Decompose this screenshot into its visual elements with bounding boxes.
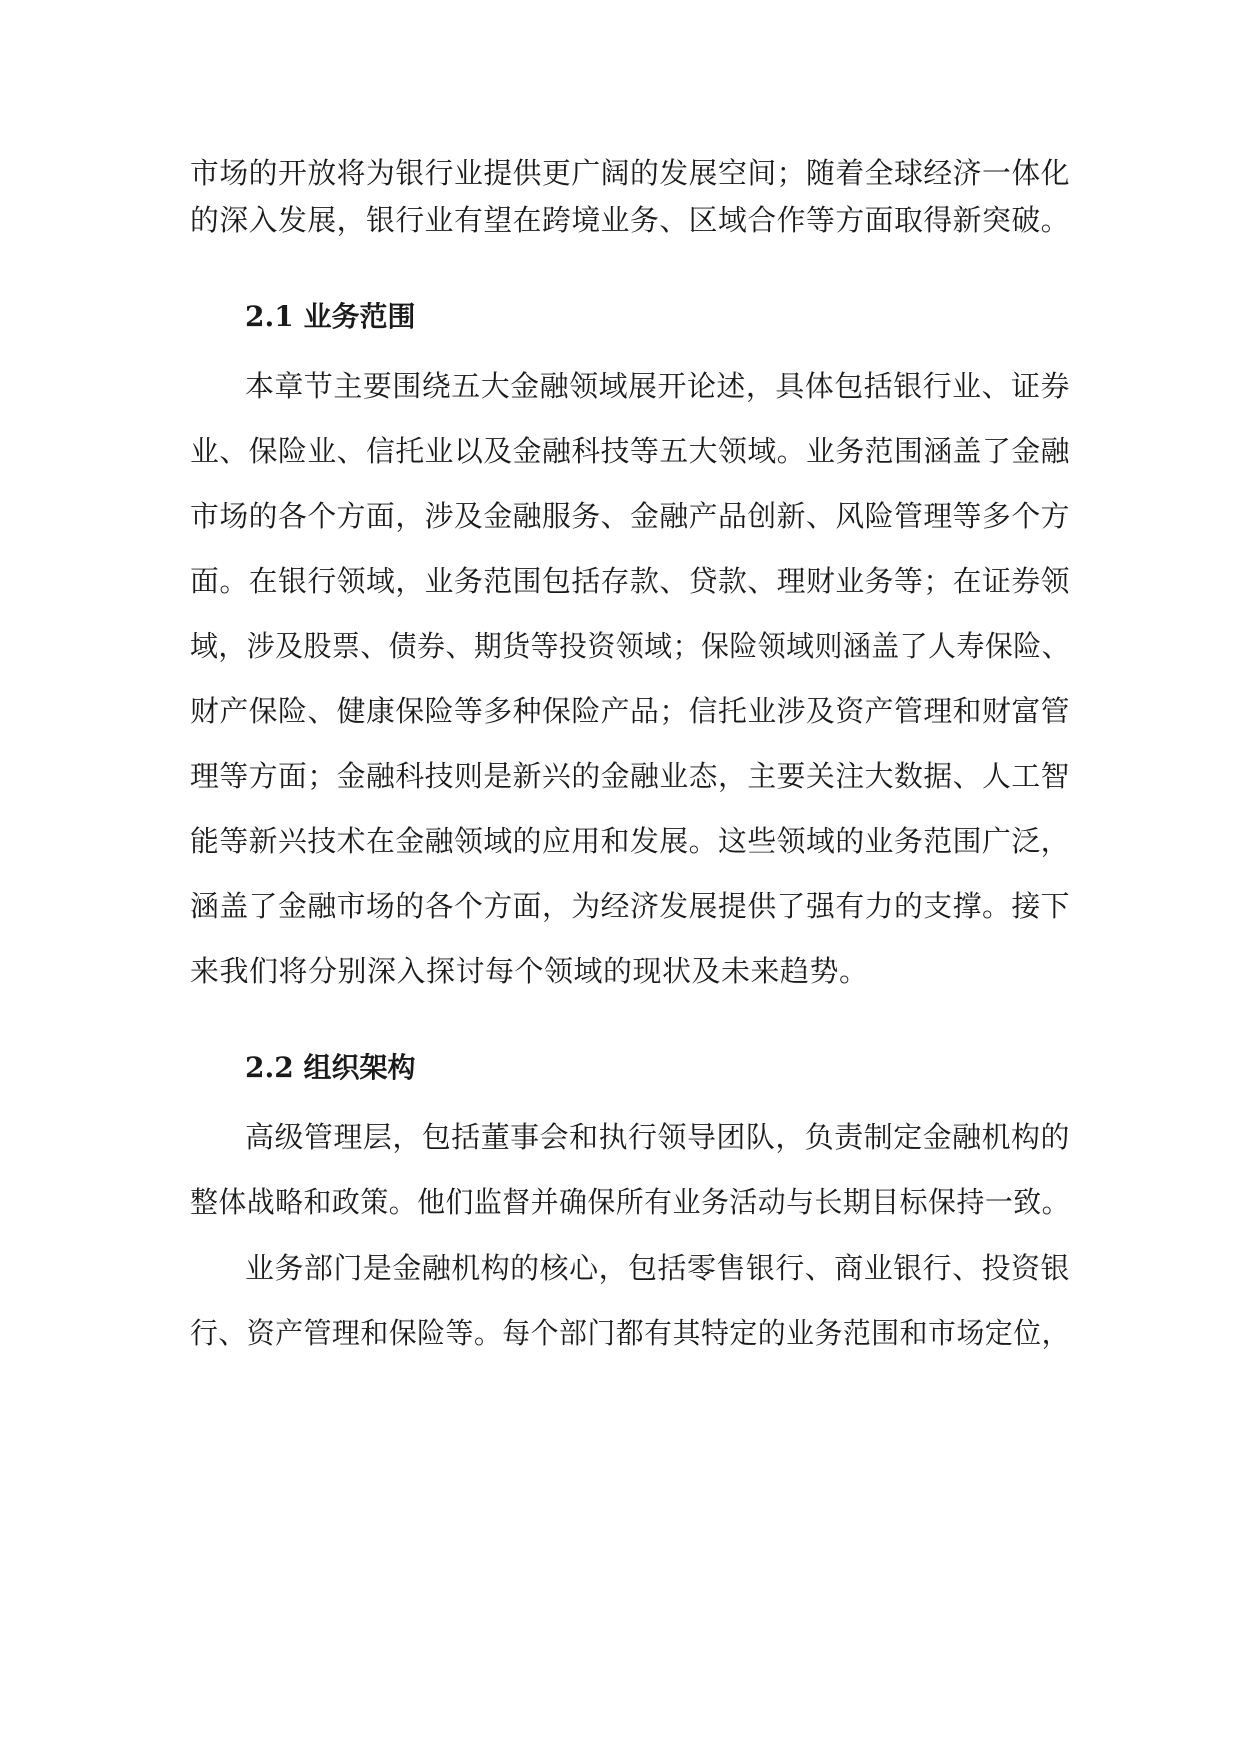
section-2-1-line-8: 能等新兴技术在金融领域的应用和发展。这些领域的业务范围广泛， [190, 824, 1070, 858]
section-2-1-line-2: 业、保险业、信托业以及金融科技等五大领域。业务范围涵盖了金融 [190, 434, 1070, 468]
section-heading-2-2: 2.2 组织架构 [245, 1051, 416, 1084]
intro-line-2: 的深入发展，银行业有望在跨境业务、区域合作等方面取得新突破。 [190, 203, 1070, 237]
section-2-2-para1-line-2: 整体战略和政策。他们监督并确保所有业务活动与长期目标保持一致。 [190, 1185, 1070, 1219]
section-heading-2-1: 2.1 业务范围 [245, 300, 416, 333]
section-2-1-line-1: 本章节主要围绕五大金融领域展开论述，具体包括银行业、证券 [245, 369, 1070, 403]
section-2-1-line-10: 来我们将分别深入探讨每个领域的现状及未来趋势。 [190, 954, 869, 988]
section-2-2-para2-line-2: 行、资产管理和保险等。每个部门都有其特定的业务范围和市场定位， [190, 1316, 1070, 1350]
section-2-1-line-9: 涵盖了金融市场的各个方面，为经济发展提供了强有力的支撑。接下 [190, 889, 1070, 923]
section-2-2-para1-line-1: 高级管理层，包括董事会和执行领导团队，负责制定金融机构的 [245, 1120, 1070, 1154]
section-2-1-line-6: 财产保险、健康保险等多种保险产品；信托业涉及资产管理和财富管 [190, 694, 1070, 728]
section-2-2-para2-line-1: 业务部门是金融机构的核心，包括零售银行、商业银行、投资银 [245, 1251, 1070, 1285]
section-2-1-line-7: 理等方面；金融科技则是新兴的金融业态，主要关注大数据、人工智 [190, 759, 1070, 793]
section-2-1-line-5: 域，涉及股票、债券、期货等投资领域；保险领域则涵盖了人寿保险、 [190, 629, 1070, 663]
section-2-1-line-4: 面。在银行领域，业务范围包括存款、贷款、理财业务等；在证券领 [190, 564, 1070, 598]
section-2-1-line-3: 市场的各个方面，涉及金融服务、金融产品创新、风险管理等多个方 [190, 499, 1070, 533]
intro-line-1: 市场的开放将为银行业提供更广阔的发展空间；随着全球经济一体化 [190, 156, 1070, 190]
